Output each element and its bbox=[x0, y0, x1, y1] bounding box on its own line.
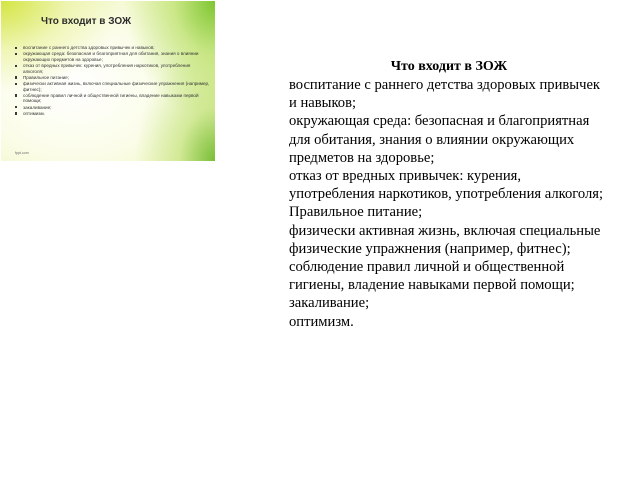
slide-bullet-list bbox=[15, 45, 211, 117]
slide-bullet-item: Правильное питание; bbox=[15, 75, 211, 81]
slide-bullet-item: отказ от вредных привычек: курения, употребления наркотиков, употребления алкоголя; bbox=[15, 63, 211, 74]
notes-item: окружающая среда: безопасная и благоприятная для обитания, знания о влиянии окружающих предметов на здоровье; bbox=[289, 113, 590, 166]
slide-bullet-item: закаливание; bbox=[15, 105, 211, 111]
notes-item: отказ от вредных привычек: курения, употребления наркотиков, употребления алкоголя; bbox=[289, 168, 604, 203]
notes-item: Правильное питание; bbox=[289, 204, 423, 221]
notes-item: соблюдение правил личной и общественной гигиены, владение навыками первой помощи; bbox=[289, 259, 575, 294]
notes-item: физически активная жизнь, включая специальные физические упражнения (например, фитнес); bbox=[289, 222, 601, 257]
notes-title: Что входит в ЗОЖ bbox=[390, 59, 508, 74]
slide-bullet-item: оптимизм. bbox=[15, 111, 211, 117]
notes-item: воспитание с раннего детства здоровых привычек и навыков; bbox=[289, 77, 601, 112]
slide-bullet-item: физически активная жизнь, включая специальные физические упражнения (например, фитнес); bbox=[15, 81, 211, 92]
notes-text bbox=[289, 57, 609, 331]
slide-title: Что входит в ЗОЖ bbox=[40, 16, 132, 27]
notes-item: закаливание; bbox=[289, 295, 370, 312]
slide-footer: fppt.com bbox=[15, 151, 29, 155]
slide-bullet-item: воспитание с раннего детства здоровых привычек и навыков; bbox=[15, 45, 211, 51]
slide-bullet-item: окружающая среда: безопасная и благоприятная для обитания, знания о влиянии окружающих предметов на здоровье; bbox=[15, 51, 211, 62]
notes-item: оптимизм. bbox=[289, 313, 354, 330]
slide-bullet-item: соблюдение правил личной и общественной гигиены, владение навыками первой помощи; bbox=[15, 93, 211, 104]
notes-list bbox=[289, 76, 609, 331]
slide-thumbnail bbox=[1, 1, 215, 161]
